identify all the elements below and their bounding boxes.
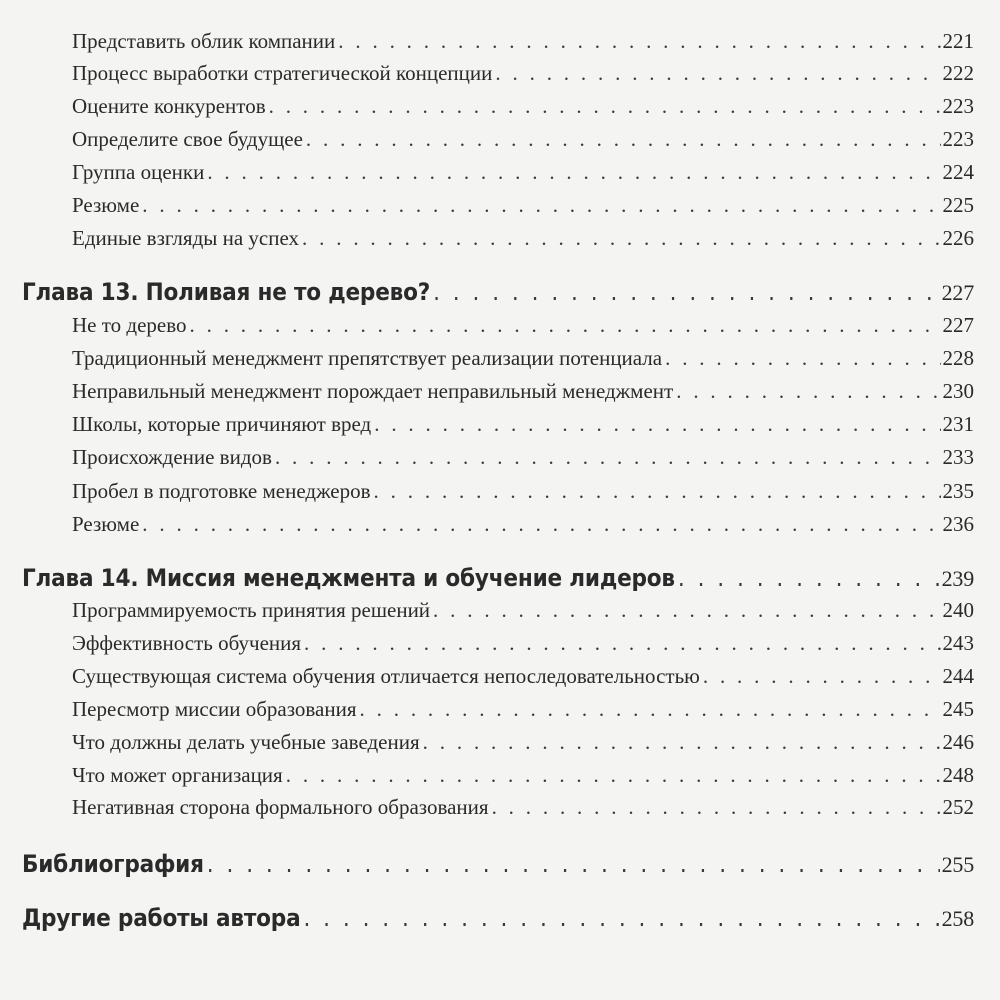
- toc-entry-page: 244: [942, 664, 974, 688]
- other-works-title: Другие работы автора: [22, 904, 301, 932]
- toc-entry-page: 240: [942, 598, 974, 622]
- toc-entry-page: 236: [942, 512, 974, 536]
- chapter-title: Глава 14. Миссия менеджмента и обучение лидеров: [22, 564, 675, 592]
- toc-entry-page: 225: [942, 193, 974, 217]
- toc-entry-page: 222: [942, 61, 974, 85]
- toc-entry-page: 224: [942, 160, 974, 184]
- toc-entry-page: 223: [942, 127, 974, 151]
- toc-entry-page: 246: [942, 730, 974, 754]
- toc-entry[interactable]: [72, 661, 974, 691]
- toc-chapter-13[interactable]: [22, 275, 974, 309]
- toc-entry-title: Оцените конкурентов: [72, 94, 266, 118]
- toc-entry[interactable]: [72, 58, 974, 88]
- dot-leader: [338, 26, 940, 56]
- dot-leader: [665, 343, 940, 373]
- bibliography-title: Библиография: [22, 850, 204, 878]
- toc-entry[interactable]: [72, 343, 974, 373]
- dot-leader: [360, 694, 941, 724]
- toc-entry-page: 252: [942, 795, 974, 819]
- toc-entry-page: 233: [942, 445, 974, 469]
- toc-bibliography[interactable]: [22, 847, 974, 881]
- dot-leader: [492, 792, 941, 822]
- toc-entry-title: Представить облик компании: [72, 29, 336, 53]
- dot-leader: [275, 442, 941, 472]
- toc-entry[interactable]: [72, 694, 974, 724]
- toc-entry[interactable]: [72, 124, 974, 154]
- toc-entry[interactable]: [72, 792, 974, 822]
- toc-entry[interactable]: [72, 91, 974, 121]
- toc-entry[interactable]: [72, 595, 974, 625]
- toc-entry-page: 245: [942, 697, 974, 721]
- dot-leader: [306, 124, 941, 154]
- chapter-page: 227: [941, 280, 974, 305]
- dot-leader: [142, 190, 940, 220]
- toc-entry[interactable]: [72, 409, 974, 439]
- toc-entry-title: Школы, которые причиняют вред: [72, 412, 372, 436]
- toc-entry-title: Процесс выработки стратегической концепции: [72, 61, 493, 85]
- toc-entry-page: 227: [942, 313, 974, 337]
- bibliography-page: 255: [941, 852, 974, 877]
- toc-chapter-14[interactable]: [22, 561, 974, 595]
- dot-leader: [207, 847, 940, 881]
- toc-entry[interactable]: [72, 223, 974, 253]
- toc-entry-title: Происхождение видов: [72, 445, 272, 469]
- toc-entry-page: 228: [942, 346, 974, 370]
- other-works-page: 258: [941, 906, 974, 931]
- toc-entry-title: Неправильный менеджмент порождает неправильный менеджмент: [72, 379, 674, 403]
- toc-entry-title: Группа оценки: [72, 160, 205, 184]
- toc-entry[interactable]: [72, 442, 974, 472]
- toc-entry-title: Определите свое будущее: [72, 127, 303, 151]
- dot-leader: [207, 157, 940, 187]
- dot-leader: [676, 376, 940, 406]
- toc-entry[interactable]: [72, 157, 974, 187]
- dot-leader: [495, 58, 940, 88]
- toc-entry[interactable]: [72, 26, 974, 56]
- toc-entry[interactable]: [72, 476, 974, 506]
- dot-leader: [433, 595, 940, 625]
- dot-leader: [142, 509, 940, 539]
- dot-leader: [374, 409, 940, 439]
- toc-entry[interactable]: [72, 628, 974, 658]
- dot-leader: [190, 310, 941, 340]
- dot-leader: [269, 91, 941, 121]
- toc-entry-page: 230: [942, 379, 974, 403]
- toc-entry-page: 223: [942, 94, 974, 118]
- toc-entry-page: 248: [942, 763, 974, 787]
- toc-entry-title: Пробел в подготовке менеджеров: [72, 479, 371, 503]
- toc-entry-page: 231: [942, 412, 974, 436]
- toc-entry[interactable]: [72, 760, 974, 790]
- toc-entry-page: 243: [942, 631, 974, 655]
- toc-entry[interactable]: [72, 310, 974, 340]
- chapter-title: Глава 13. Поливая не то дерево?: [22, 278, 431, 306]
- chapter-page: 239: [941, 566, 974, 591]
- toc-entry[interactable]: [72, 509, 974, 539]
- dot-leader: [433, 275, 940, 309]
- dot-leader: [678, 561, 940, 595]
- dot-leader: [374, 476, 941, 506]
- dot-leader: [303, 901, 939, 935]
- toc-entry-title: Программируемость принятия решений: [72, 598, 431, 622]
- toc-entry-title: Существующая система обучения отличается непоследовательностью: [72, 664, 700, 688]
- toc-entry-title: Что может организация: [72, 763, 283, 787]
- toc-entry-title: Единые взгляды на успех: [72, 226, 300, 250]
- dot-leader: [423, 727, 941, 757]
- toc-entry[interactable]: [72, 727, 974, 757]
- dot-leader: [703, 661, 941, 691]
- toc-entry-page: 226: [942, 226, 974, 250]
- toc-other-works[interactable]: [22, 901, 974, 935]
- toc-entry-page: 221: [942, 29, 974, 53]
- toc-entry-title: Резюме: [72, 512, 140, 536]
- toc-entry[interactable]: [72, 190, 974, 220]
- toc-entry-title: Не то дерево: [72, 313, 187, 337]
- dot-leader: [302, 223, 940, 253]
- toc-entry-title: Негативная сторона формального образования: [72, 795, 489, 819]
- toc-entry-title: Эффективность обучения: [72, 631, 302, 655]
- toc-entry-page: 235: [942, 479, 974, 503]
- dot-leader: [286, 760, 941, 790]
- dot-leader: [304, 628, 940, 658]
- toc-entry-title: Резюме: [72, 193, 140, 217]
- toc-entry-title: Традиционный менеджмент препятствует реализации потенциала: [72, 346, 663, 370]
- toc-entry-title: Что должны делать учебные заведения: [72, 730, 420, 754]
- toc-entry[interactable]: [72, 376, 974, 406]
- toc-entry-title: Пересмотр миссии образования: [72, 697, 357, 721]
